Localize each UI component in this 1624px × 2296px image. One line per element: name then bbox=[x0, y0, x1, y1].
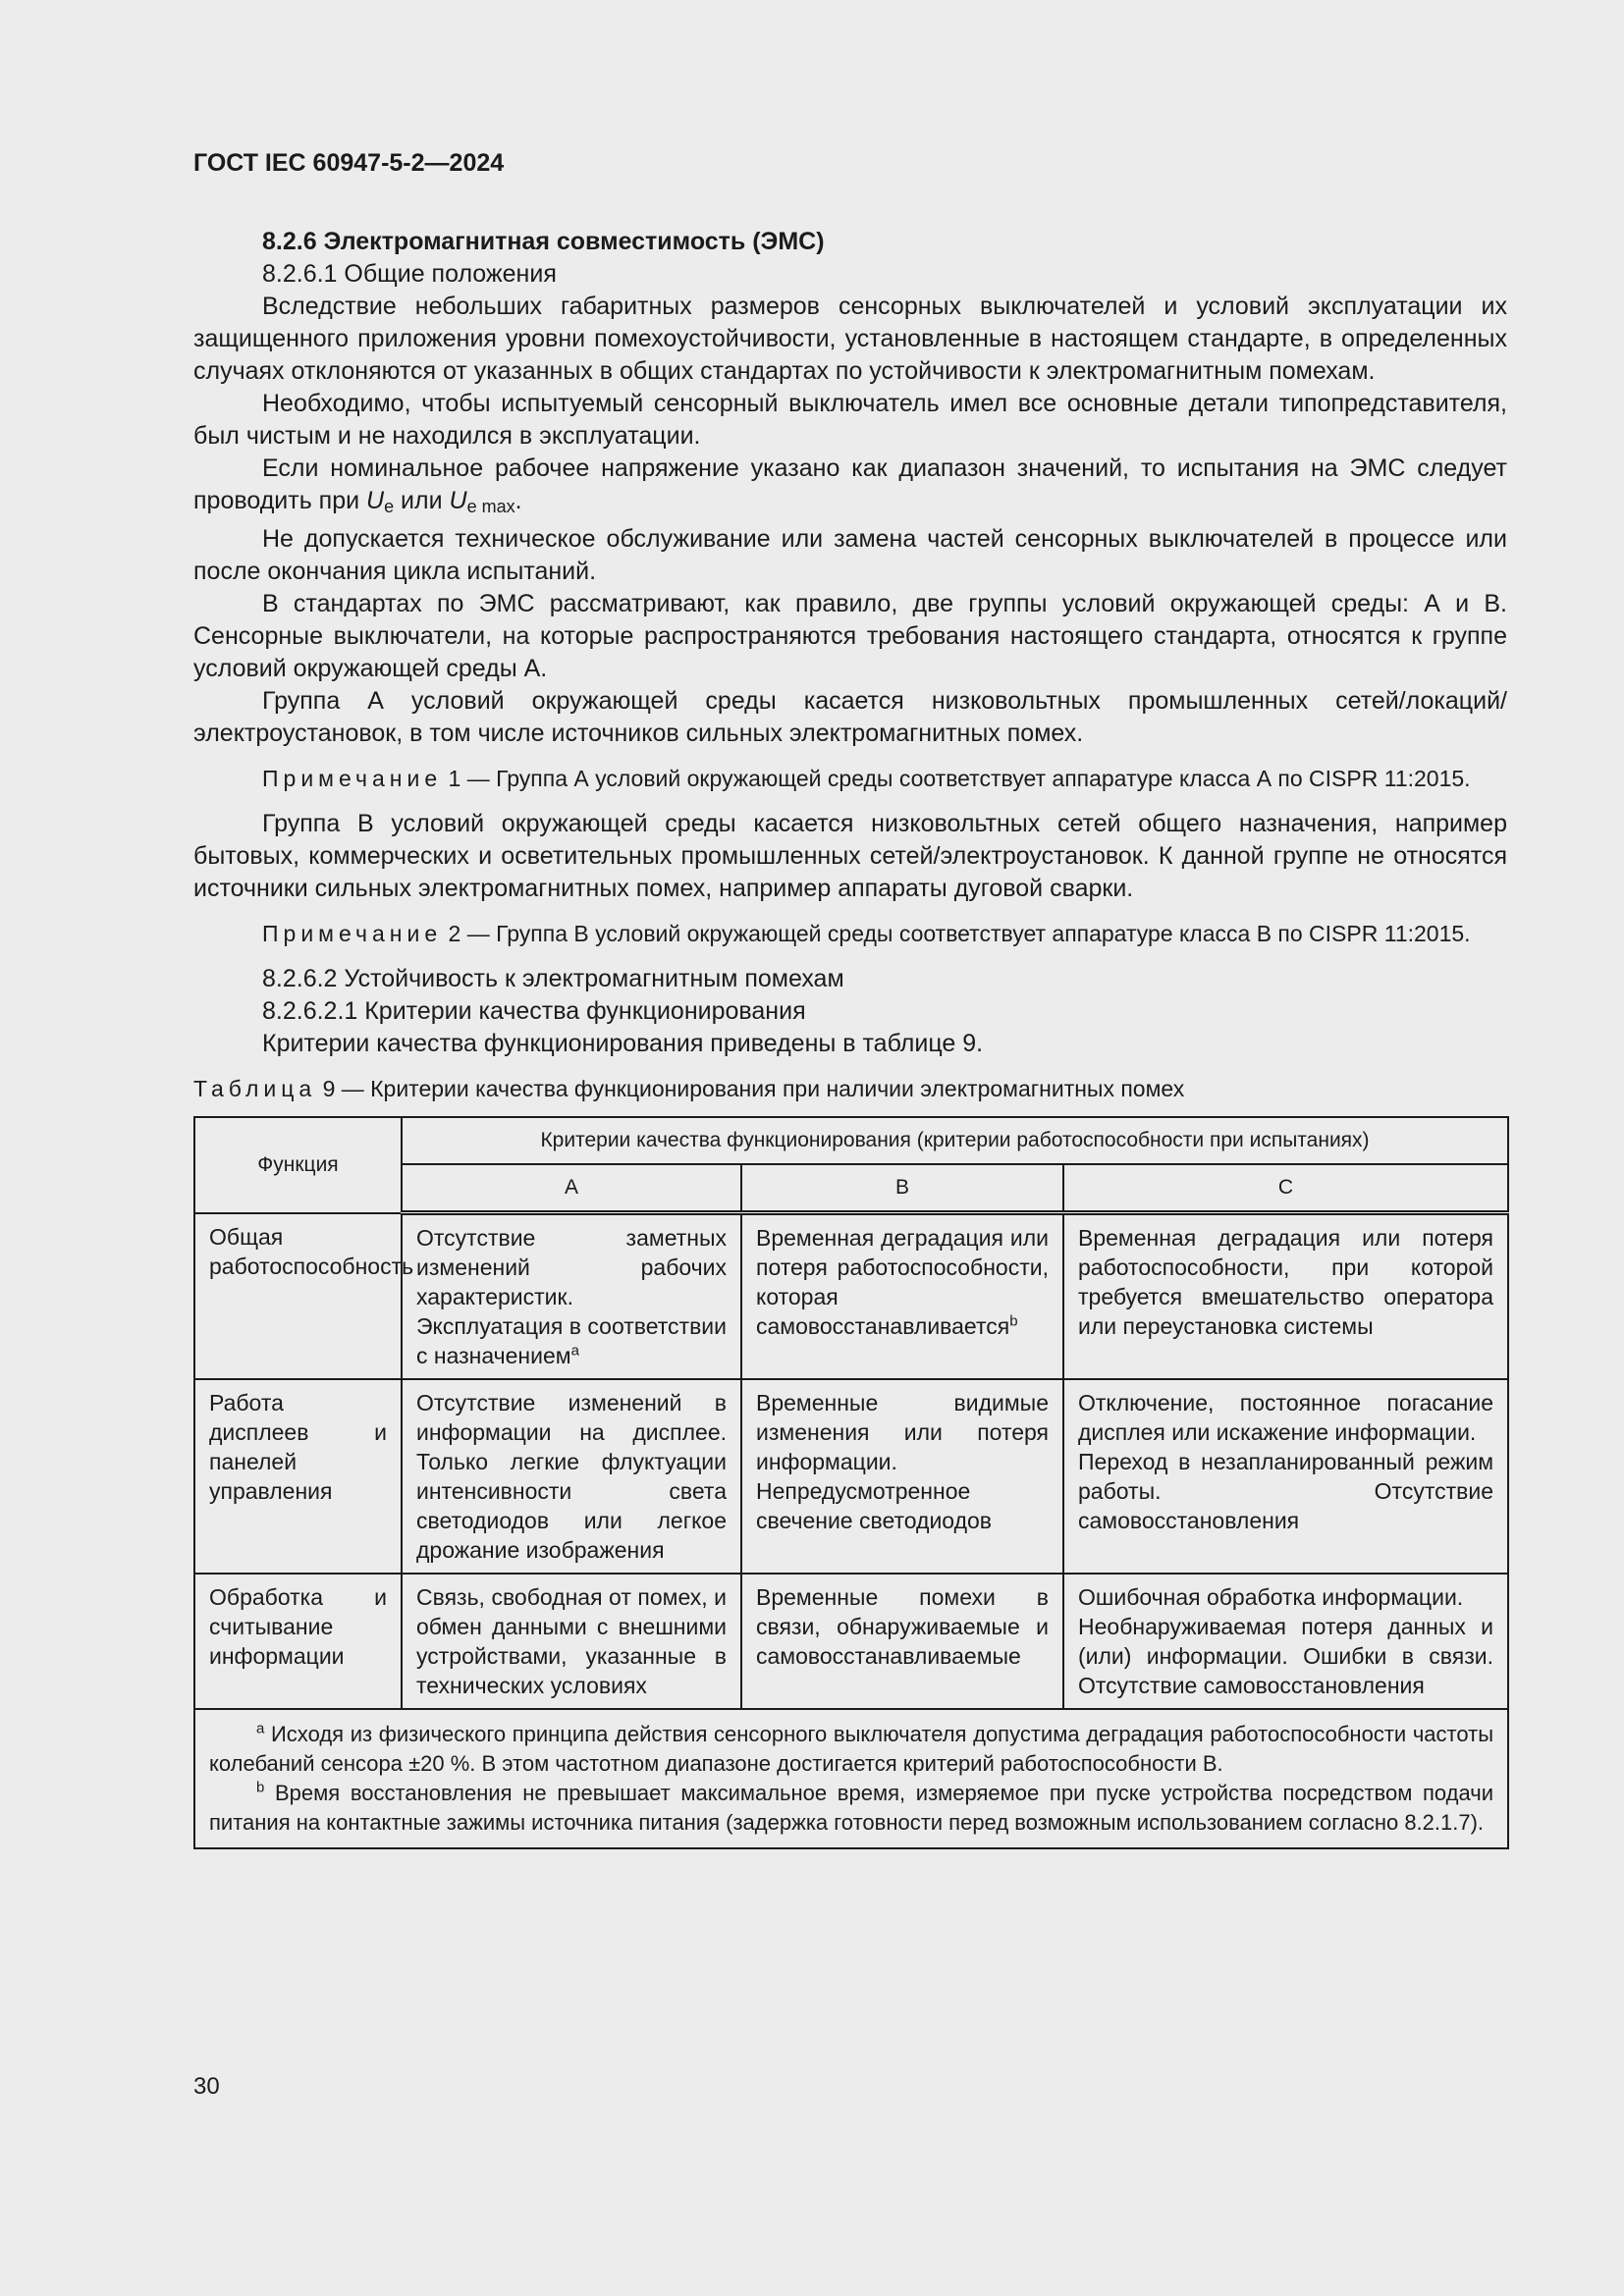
note-1: Примечание 1 — Группа А условий окружающей среды соответствует аппаратуре класса А по CISPR 11:2015. bbox=[262, 766, 1471, 791]
cell-criterion-a: Отсутствие заметных изменений рабочих характеристик. Эксплуатация в соответствии с назначением$^a$ bbox=[402, 1213, 741, 1380]
header-criterion-c: С bbox=[1063, 1164, 1508, 1213]
paragraph: Вследствие небольших габаритных размеров сенсорных выключателей и условий эксплуатации их защищенного приложения уровни помехоустойчивости, установленные в настоящем стандарте, в определенных случаях отклоняются от указанных в общих стандартах по устойчивости к электромагнитным помехам. bbox=[193, 293, 1507, 385]
table-row bbox=[194, 1213, 1508, 1380]
cell-function: Общая работоспособность bbox=[194, 1213, 402, 1380]
table-row bbox=[194, 1574, 1508, 1709]
document-header: ГОСТ IEC 60947-5-2—2024 bbox=[193, 149, 505, 177]
subsection-heading: 8.2.6.2 Устойчивость к электромагнитным помехам bbox=[262, 965, 844, 992]
cell-function: Работа дисплеев и панелей управления bbox=[194, 1379, 402, 1574]
criteria-table bbox=[193, 1116, 1509, 1849]
cell-function: Обработка и считывание информации bbox=[194, 1574, 402, 1709]
paragraph: Необходимо, чтобы испытуемый сенсорный выключатель имел все основные детали типопредставителя, был чистым и не находился в эксплуатации. bbox=[193, 390, 1507, 450]
cell-criterion-a: Связь, свободная от помех, и обмен данными с внешними устройствами, указанные в технических условиях bbox=[402, 1574, 741, 1709]
table-header-row bbox=[194, 1117, 1508, 1164]
paragraph: Группа В условий окружающей среды касается низковольтных сетей общего назначения, например бытовых, коммерческих и осветительных промышленных сетей/электроустановок. К данной группе не относятся источники сильных электромагнитных помех, например аппараты дуговой сварки. bbox=[193, 810, 1507, 902]
footnote-b: $^b$ Время восстановления не превышает максимальное время, измеряемое при пуске устройства посредством подачи питания на контактные зажимы источника питания (задержка готовности перед возможным использованием согласно 8.2.1.7). bbox=[209, 1779, 1494, 1835]
paragraph: Не допускается техническое обслуживание или замена частей сенсорных выключателей в процессе или после окончания цикла испытаний. bbox=[193, 525, 1507, 585]
paragraph: Критерии качества функционирования приведены в таблице 9. bbox=[262, 1030, 984, 1057]
cell-criterion-b: Временные помехи в связи, обнаруживаемые и самовосстанавливаемые bbox=[741, 1574, 1063, 1709]
cell-criterion-a: Отсутствие изменений в информации на дисплее. Только легкие флуктуации интенсивности света светодиодов или легкое дрожание изображения bbox=[402, 1379, 741, 1574]
table-row bbox=[194, 1379, 1508, 1574]
cell-criterion-c: Ошибочная обработка информации. Необнаруживаемая потеря данных и (или) информации. Ошибки в связи. Отсутствие самовосстановления bbox=[1063, 1574, 1508, 1709]
header-function: Функция bbox=[194, 1117, 402, 1213]
cell-criterion-b: Временная деградация или потеря работоспособности, которая самовосстанавливается$^b$ bbox=[741, 1213, 1063, 1380]
cell-criterion-c: Временная деградация или потеря работоспособности, при которой требуется вмешательство оператора или переустановка системы bbox=[1063, 1213, 1508, 1380]
note-2: Примечание 2 — Группа В условий окружающей среды соответствует аппаратуре класса В по CISPR 11:2015. bbox=[262, 921, 1471, 946]
table-caption: Таблица 9 — Критерии качества функционирования при наличии электромагнитных помех bbox=[193, 1076, 1185, 1101]
document-body bbox=[193, 226, 1507, 1849]
section-heading: 8.2.6 Электромагнитная совместимость (ЭМС) bbox=[262, 228, 825, 255]
header-criteria-group: Критерии качества функционирования (критерии работоспособности при испытаниях) bbox=[402, 1117, 1508, 1164]
page-number: 30 bbox=[193, 2073, 220, 2100]
header-criterion-b: В bbox=[741, 1164, 1063, 1213]
paragraph: Группа А условий окружающей среды касается низковольтных промышленных сетей/локаций/электроустановок, в том числе источников сильных электромагнитных помех. bbox=[193, 687, 1507, 747]
subsection-heading: 8.2.6.1 Общие положения bbox=[262, 260, 557, 288]
cell-criterion-c: Отключение, постоянное погасание дисплея или искажение информации. Переход в незапланированный режим работы. Отсутствие самовосстановления bbox=[1063, 1379, 1508, 1574]
footnote-a: $^a$ Исходя из физического принципа действия сенсорного выключателя допустима деградация работоспособности частоты колебаний сенсора ±20 %. В этом частотном диапазоне достигается критерий работоспособности В. bbox=[209, 1720, 1494, 1776]
table-footnotes bbox=[194, 1709, 1508, 1848]
paragraph: В стандартах по ЭМС рассматривают, как правило, две группы условий окружающей среды: А и В. Сенсорные выключатели, на которые распространяются требования настоящего стандарта, относятся к группе условий окружающей среды А. bbox=[193, 590, 1507, 682]
paragraph: Если номинальное рабочее напряжение указано как диапазон значений, то испытания на ЭМС следует проводить при $U_e$ или $U_{e max}$. bbox=[193, 454, 1507, 516]
subsection-heading: 8.2.6.2.1 Критерии качества функционирования bbox=[262, 997, 806, 1025]
header-criterion-a: А bbox=[402, 1164, 741, 1213]
cell-criterion-b: Временные видимые изменения или потеря информации. Непредусмотренное свечение светодиодов bbox=[741, 1379, 1063, 1574]
